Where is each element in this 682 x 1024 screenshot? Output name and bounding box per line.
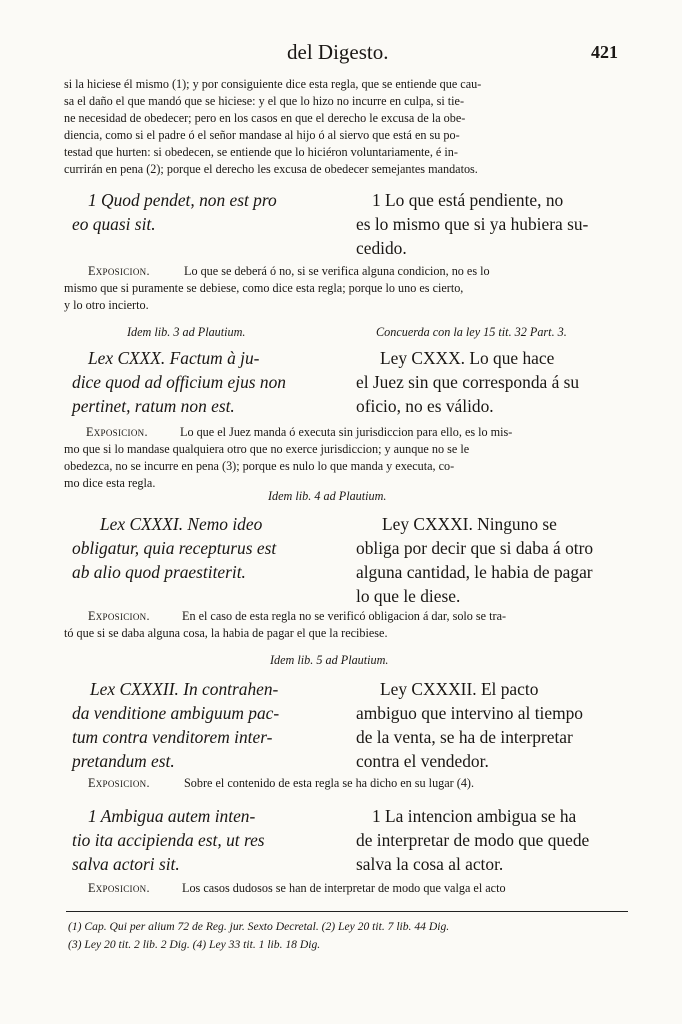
source-citation: Idem lib. 4 ad Plautium. <box>268 489 387 503</box>
spanish-text: oficio, no es válido. <box>356 396 494 416</box>
latin-text: Lex CXXX. Factum à ju- <box>88 348 260 368</box>
exposition-line: Lo que el Juez manda ó executa sin jurisdiccion para ello, es lo mis- <box>180 425 513 439</box>
latin-text: tio ita accipienda est, ut res <box>72 830 265 850</box>
intro-line: currirán en pena (2); porque el derecho les excusa de obedecer semejantes mandatos. <box>64 162 478 176</box>
exposition-line: Los casos dudosos se han de interpretar de modo que valga el acto <box>182 881 506 895</box>
latin-text: 1 Ambigua autem inten- <box>88 806 256 826</box>
intro-line: sa el daño el que mandó que se hiciese: y el que lo hizo no incurre en culpa, si tie- <box>64 94 465 108</box>
latin-text: pertinet, ratum non est. <box>72 396 235 416</box>
exposition-label: Exposicion. <box>88 776 150 790</box>
spanish-text: salva la cosa al actor. <box>356 854 504 874</box>
spanish-text: alguna cantidad, le habia de pagar <box>356 562 593 582</box>
exposition-label: Exposicion. <box>86 425 148 439</box>
spanish-text: contra el vendedor. <box>356 751 489 771</box>
spanish-text: Ley CXXX. Lo que hace <box>380 348 555 368</box>
spanish-text: de interpretar de modo que quede <box>356 830 590 850</box>
exposition-line: mo dice esta regla. <box>64 476 156 490</box>
intro-line: testad que hurten: si obedecen, se entiende que lo hiciéron voluntariamente, é in- <box>64 145 458 159</box>
spanish-text: 1 La intencion ambigua se ha <box>372 806 577 826</box>
latin-text: dice quod ad officium ejus non <box>72 372 286 392</box>
exposition-line: mo que si lo mandase qualquiera otro que no exerce jurisdiccion; y aunque no se le <box>64 442 470 456</box>
latin-text: Lex CXXXII. In contrahen- <box>90 679 279 699</box>
latin-text: obligatur, quia recepturus est <box>72 538 277 558</box>
spanish-text: es lo mismo que si ya hubiera su- <box>356 214 589 234</box>
exposition-line: tó que si se daba alguna cosa, la habia de pagar el que la recibiese. <box>64 626 388 640</box>
latin-text: eo quasi sit. <box>72 214 156 234</box>
spanish-text: 1 Lo que está pendiente, no <box>372 190 564 210</box>
exposition-line: Lo que se deberá ó no, si se verifica alguna condicion, no es lo <box>184 264 490 278</box>
spanish-text: obliga por decir que si daba á otro <box>356 538 594 558</box>
exposition-line: mismo que si puramente se debiese, como dice esta regla; porque lo uno es cierto, <box>64 281 464 295</box>
exposition-line: y lo otro incierto. <box>64 298 149 312</box>
footnote-line: (1) Cap. Qui per alium 72 de Reg. jur. Sexto Decretal. (2) Ley 20 tit. 7 lib. 44 Dig. <box>68 920 450 933</box>
page-number: 421 <box>591 42 618 62</box>
exposition-label: Exposicion. <box>88 881 150 895</box>
spanish-text: ambiguo que intervino al tiempo <box>356 703 583 723</box>
latin-text: ab alio quod praestiterit. <box>72 562 246 582</box>
concordance-citation: Concuerda con la ley 15 tit. 32 Part. 3. <box>376 325 567 339</box>
source-citation: Idem lib. 5 ad Plautium. <box>270 653 389 667</box>
running-title: del Digesto. <box>287 40 389 64</box>
exposition-label: Exposicion. <box>88 609 150 623</box>
intro-line: ne necesidad de obedecer; pero en los casos en que el derecho le excusa de la obe- <box>64 111 466 125</box>
intro-line: diencia, como si el padre ó el señor mandase al hijo ó al siervo que está en su po- <box>64 128 460 142</box>
exposition-line: obedezca, no se incurre en pena (3); porque es nulo lo que manda y executa, co- <box>64 459 455 473</box>
exposition-line: En el caso de esta regla no se verificó obligacion á dar, solo se tra- <box>182 609 507 623</box>
latin-text: 1 Quod pendet, non est pro <box>88 190 277 210</box>
spanish-text: cedido. <box>356 238 407 258</box>
spanish-text: de la venta, se ha de interpretar <box>356 727 573 747</box>
intro-line: si la hiciese él mismo (1); y por consiguiente dice esta regla, que se entiende que cau- <box>64 77 482 91</box>
spanish-text: Ley CXXXI. Ninguno se <box>382 514 557 534</box>
exposition-line: Sobre el contenido de esta regla se ha dicho en su lugar (4). <box>184 776 475 790</box>
latin-text: da venditione ambiguum pac- <box>72 703 280 723</box>
exposition-label: Exposicion. <box>88 264 150 278</box>
footnote-line: (3) Ley 20 tit. 2 lib. 2 Dig. (4) Ley 33 tit. 1 lib. 18 Dig. <box>68 938 321 951</box>
latin-text: Lex CXXXI. Nemo ideo <box>100 514 263 534</box>
footnote-rule <box>66 911 628 912</box>
latin-text: salva actori sit. <box>72 854 180 874</box>
spanish-text: Ley CXXXII. El pacto <box>380 679 539 699</box>
latin-text: tum contra venditorem inter- <box>72 727 273 747</box>
spanish-text: el Juez sin que corresponda á su <box>356 372 580 392</box>
spanish-text: lo que le diese. <box>356 586 461 606</box>
latin-text: pretandum est. <box>72 751 175 771</box>
source-citation: Idem lib. 3 ad Plautium. <box>127 325 246 339</box>
